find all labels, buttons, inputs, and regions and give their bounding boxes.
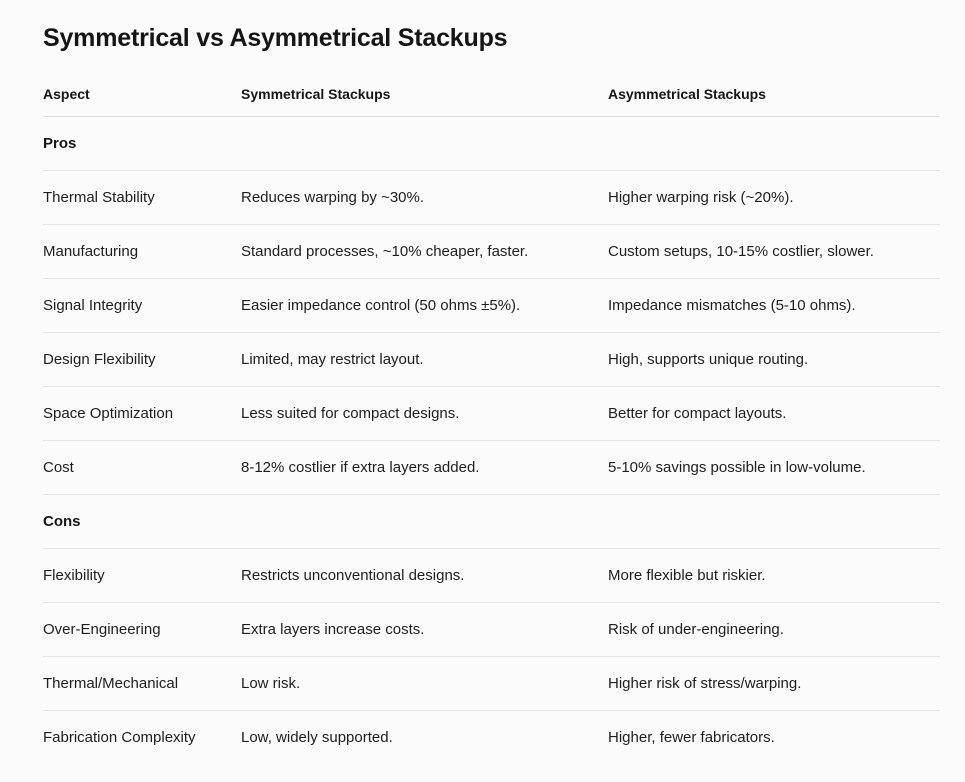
cell-aspect: Thermal/Mechanical	[43, 674, 179, 692]
cell-asymmetrical: More flexible but riskier.	[608, 566, 766, 584]
cell-asymmetrical: Custom setups, 10-15% costlier, slower.	[608, 242, 874, 260]
section-label-cons: Cons	[43, 512, 81, 530]
cell-asymmetrical: Higher warping risk (~20%).	[608, 188, 794, 206]
column-header-asymmetrical: Asymmetrical Stackups	[608, 85, 766, 102]
cell-symmetrical: Low, widely supported.	[241, 729, 393, 747]
cell-asymmetrical: Risk of under-engineering.	[608, 620, 784, 638]
cell-aspect: Fabrication Complexity	[43, 729, 196, 747]
page-title: Symmetrical vs Asymmetrical Stackups	[43, 24, 508, 52]
section-row-cons	[43, 495, 940, 549]
table-row-space-optimization	[43, 387, 940, 441]
cell-symmetrical: Low risk.	[241, 674, 301, 692]
column-header-symmetrical: Symmetrical Stackups	[241, 85, 391, 102]
cell-asymmetrical: Impedance mismatches (5-10 ohms).	[608, 296, 856, 314]
cell-symmetrical: 8-12% costlier if extra layers added.	[241, 458, 480, 476]
cell-aspect: Flexibility	[43, 566, 105, 584]
cell-aspect: Thermal Stability	[43, 188, 155, 206]
cell-asymmetrical: High, supports unique routing.	[608, 350, 809, 368]
table-row-flexibility	[43, 549, 940, 603]
table-row-thermal-mechanical	[43, 657, 940, 711]
cell-asymmetrical: Higher risk of stress/warping.	[608, 674, 802, 692]
cell-symmetrical: Extra layers increase costs.	[241, 620, 425, 638]
cell-aspect: Signal Integrity	[43, 296, 143, 314]
cell-asymmetrical: 5-10% savings possible in low-volume.	[608, 458, 866, 476]
cell-aspect: Design Flexibility	[43, 350, 156, 368]
cell-aspect: Cost	[43, 458, 74, 476]
section-row-pros	[43, 117, 940, 171]
table-row-cost	[43, 441, 940, 495]
cell-symmetrical: Standard processes, ~10% cheaper, faster.	[241, 242, 529, 260]
table-row-fabrication-complexity	[43, 711, 940, 765]
cell-aspect: Space Optimization	[43, 404, 174, 422]
cell-symmetrical: Less suited for compact designs.	[241, 404, 460, 422]
cell-symmetrical: Reduces warping by ~30%.	[241, 188, 425, 206]
cell-asymmetrical: Higher, fewer fabricators.	[608, 729, 775, 747]
column-header-aspect: Aspect	[43, 85, 90, 102]
table-row-thermal-stability	[43, 171, 940, 225]
cell-symmetrical: Easier impedance control (50 ohms ±5%).	[241, 296, 521, 314]
cell-asymmetrical: Better for compact layouts.	[608, 404, 787, 422]
comparison-table	[43, 85, 940, 765]
cell-aspect: Over-Engineering	[43, 620, 161, 638]
cell-aspect: Manufacturing	[43, 242, 139, 260]
cell-symmetrical: Limited, may restrict layout.	[241, 350, 424, 368]
table-row-over-engineering	[43, 603, 940, 657]
table-row-design-flexibility	[43, 333, 940, 387]
table-row-manufacturing	[43, 225, 940, 279]
table-row-signal-integrity	[43, 279, 940, 333]
section-label-pros: Pros	[43, 134, 77, 152]
cell-symmetrical: Restricts unconventional designs.	[241, 566, 465, 584]
table-header-row	[43, 85, 940, 117]
